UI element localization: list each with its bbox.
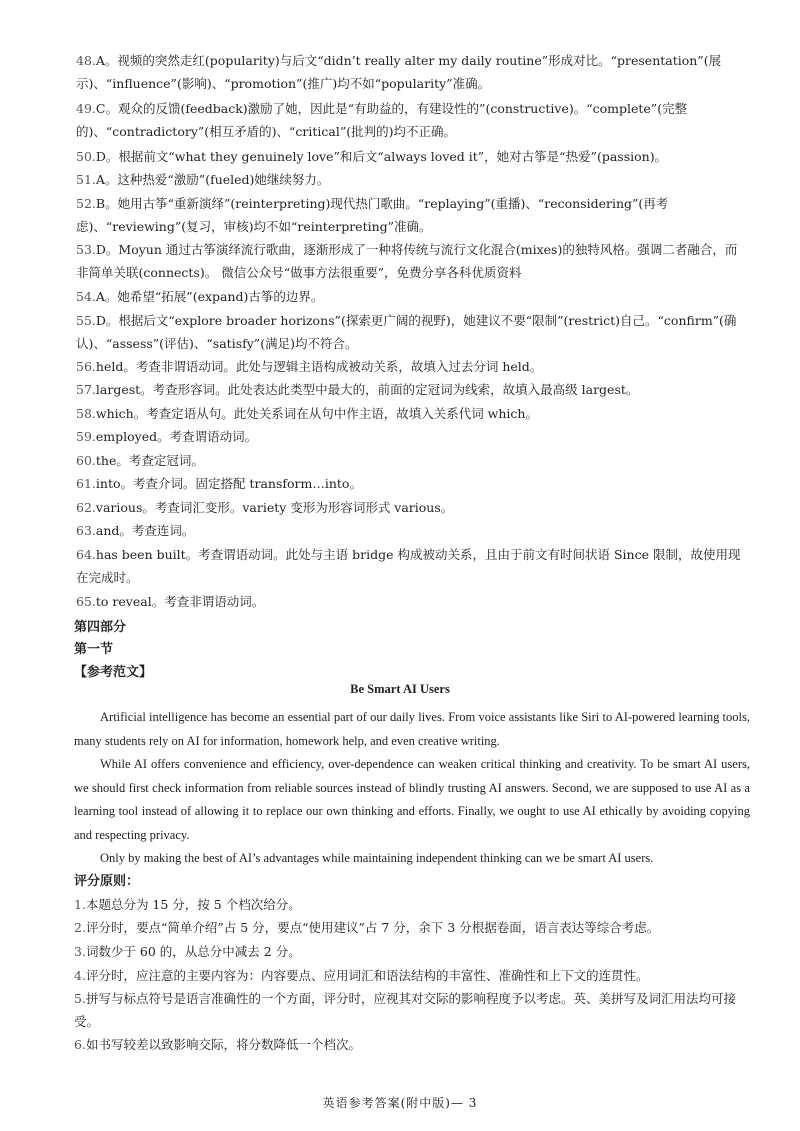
answer-58: 58.which。考查定语从句。此处关系词在从句中作主语，故填入关系代词 which。 (76, 406, 538, 421)
page-footer: 英语参考答案(附中版)— 3 (322, 1096, 478, 1110)
essay-title: Be Smart AI Users (350, 682, 450, 696)
grading-rule-3: 3.词数少于 60 的，从总分中减去 2 分。 (74, 944, 301, 959)
answer-57: 57.largest。考查形容词。此处表达此类型中最大的，前面的定冠词为线索，故填入最高级 largest。 (76, 382, 639, 397)
grading-heading: 评分原则： (74, 874, 140, 889)
answer-56: 56.held。考查非谓语动词。此处与逻辑主语构成被动关系，故填入过去分词 held。 (76, 359, 543, 374)
answer-59: 59.employed。考查谓语动词。 (76, 429, 258, 444)
grading-rule-6: 6.如书写较差以致影响交际，将分数降低一个档次。 (74, 1037, 361, 1052)
answer-65: 65.to reveal。考查非谓语动词。 (76, 594, 265, 609)
sample-essay (74, 706, 750, 871)
grading-rule-4: 4.评分时，应注意的主要内容为：内容要点、应用词汇和语法结构的丰富性、准确性和上下文的连贯性。 (74, 968, 649, 983)
answer-61: 61.into。考查介词。固定搭配 transform…into。 (76, 476, 362, 491)
answer-60: 60.the。考查定冠词。 (76, 453, 204, 468)
answer-49: 49.C。观众的反馈(feedback)激励了她，因此是“有助益的，有建设性的”(constructive)。“complete”(完整的)、“contradictory”(相互矛盾的)、“critical”(批判的)均不正确。 (76, 101, 688, 139)
answer-48: 48.A。视频的突然走红(popularity)与后文“didn’t really alter my daily routine”形成对比。“presentation”(展示)、“influence”(影响)、“promotion”(推广)均不如“popularity”准确。 (76, 53, 722, 91)
essay-paragraph: While AI offers convenience and efficiency, over-dependence can weaken critical thinking and creativity. To be smart AI users, we should first check information from reliable sources instead of blindly trusting AI answers. Second, we are supposed to use AI as a learning tool instead of allowing it to replace our own thinking and efforts. Finally, we ought to use AI ethically by avoiding copying and respecting privacy. (74, 757, 750, 842)
answer-62: 62.various。考查词汇变形。variety 变形为形容词形式 various。 (76, 500, 454, 515)
answer-52: 52.B。她用古筝“重新演绎”(reinterpreting)现代热门歌曲。“replaying”(重播)、“reconsidering”(再考虑)、“reviewing”(复习，审核)均不如“reinterpreting”准确。 (76, 196, 669, 234)
essay-paragraph: Only by making the best of AI’s advantages while maintaining independent thinking can we be smart AI users. (100, 851, 654, 865)
answer-50: 50.D。根据前文“what they genuinely love”和后文“always loved it”，她对古筝是“热爱”(passion)。 (76, 149, 668, 164)
sample-essay-label: 【参考范文】 (74, 665, 153, 680)
grading-rule-2: 2.评分时，要点“简单介绍”占 5 分，要点“使用建议”占 7 分，余下 3 分根据卷面，语言表达等综合考虑。 (74, 920, 660, 935)
answer-63: 63.and。考查连词。 (76, 523, 195, 538)
grading-rule-1: 1.本题总分为 15 分，按 5 个档次给分。 (74, 897, 301, 912)
answer-64: 64.has been built。考查谓语动词。此处与主语 bridge 构成被动关系，且由于前文有时间状语 Since 限制，故使用现在完成时。 (76, 547, 741, 585)
answer-53: 53.D。Moyun 通过古筝演绎流行歌曲，逐渐形成了一种将传统与流行文化混合(mixes)的独特风格。强调二者融合，而非简单关联(connects)。 微信公众号“做事方法很重要”，免费分享各科优质资料 (76, 242, 738, 280)
essay-paragraph: Artificial intelligence has become an essential part of our daily lives. From voice assistants like Siri to AI-powered learning tools, many students rely on AI for information, homework help, and even creative writing. (74, 710, 750, 748)
grading-rule-5: 5.拼写与标点符号是语言准确性的一个方面，评分时，应视其对交际的影响程度予以考虑。英、美拼写及词汇用法均可接受。 (74, 991, 736, 1029)
answer-54: 54.A。她希望“拓展”(expand)古筝的边界。 (76, 289, 324, 304)
answer-51: 51.A。这种热爱“激励”(fueled)她继续努力。 (76, 172, 330, 187)
answer-55: 55.D。根据后文“explore broader horizons”(探索更广阔的视野)，她建议不要“限制”(restrict)自己。“confirm”(确认)、“assess”(评估)、“satisfy”(满足)均不符合。 (76, 313, 737, 351)
section-heading: 第四部分 (74, 620, 127, 635)
subsection-heading: 第一节 (74, 642, 114, 657)
